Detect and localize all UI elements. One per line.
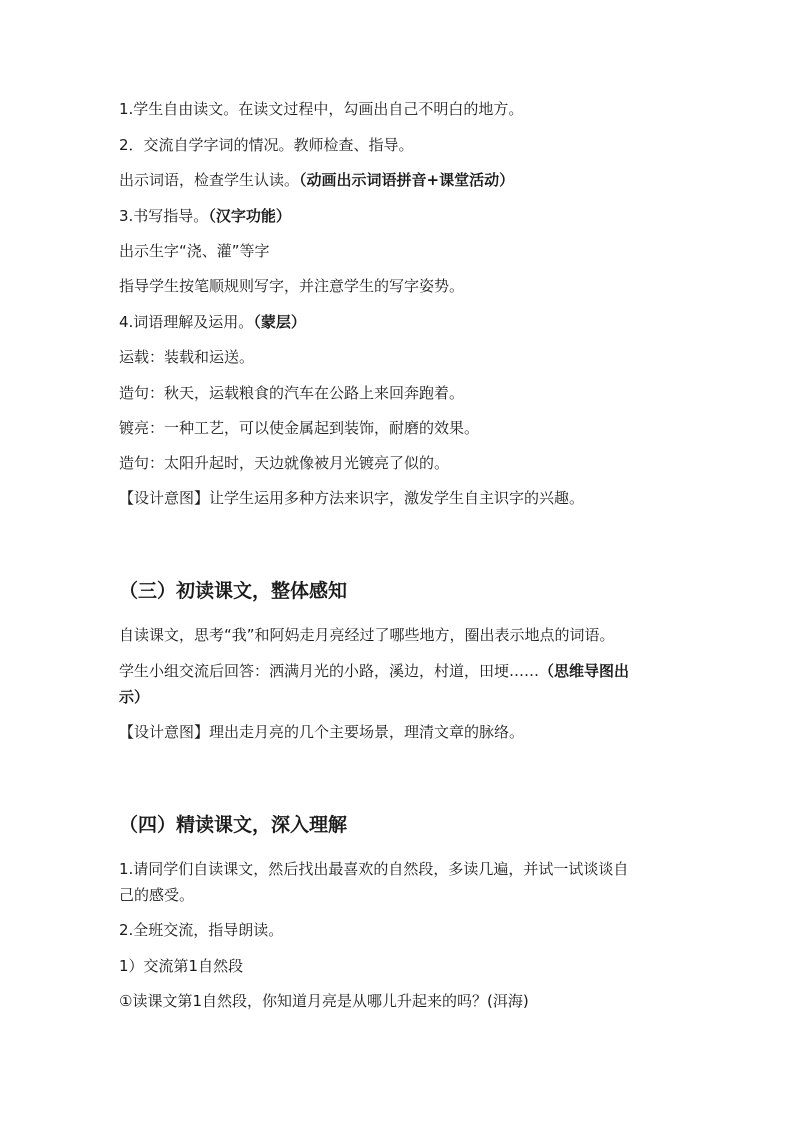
paragraph: 出示生字“浇、灌”等字: [119, 242, 270, 260]
activity-note-continued: 示）: [119, 688, 150, 706]
paragraph-continued: 己的感受。: [119, 886, 195, 904]
section-heading: （四）精读课文，深入理解: [119, 814, 348, 836]
paragraph: 1）交流第1自然段: [119, 957, 244, 975]
paragraph: [119, 204, 679, 228]
paragraph: [119, 168, 679, 192]
paragraph: 镀亮：一种工艺，可以使金属起到装饰，耐磨的效果。: [119, 419, 480, 437]
paragraph: [119, 659, 679, 683]
paragraph: 1.请同学们自读课文，然后找出最喜欢的自然段，多读几遍，并试一试谈谈自: [119, 860, 629, 878]
paragraph: 指导学生按笔顺规则写字，并注意学生的写字姿势。: [119, 277, 465, 295]
paragraph: 造句：秋天，运载粮食的汽车在公路上来回奔跑着。: [119, 384, 465, 402]
paragraph: [119, 310, 679, 334]
paragraph-text: 3.书写指导。: [119, 207, 209, 225]
paragraph: ①读课文第1自然段，你知道月亮是从哪儿升起来的吗？(洱海): [119, 992, 529, 1010]
paragraph: 造句：太阳升起时，天边就像被月光镀亮了似的。: [119, 454, 450, 472]
paragraph: 运载：装载和运送。: [119, 348, 255, 366]
paragraph-text: 出示词语，检查学生认读。: [119, 171, 300, 189]
design-intent: 【设计意图】让学生运用多种方法来识字，激发学生自主识字的兴趣。: [119, 489, 585, 507]
paragraph: 1.学生自由读文。在读文过程中，勾画出自己不明白的地方。: [119, 100, 524, 118]
paragraph-text: 学生小组交流后回答：洒满月光的小路，溪边，村道，田埂……: [119, 662, 540, 680]
activity-note: （动画出示词语拼音+课堂活动）: [299, 171, 515, 189]
activity-note: （思维导图出: [539, 662, 630, 680]
activity-note: （汉字功能）: [208, 207, 291, 225]
paragraph: 2．交流自学字词的情况。教师检查、指导。: [119, 136, 414, 154]
paragraph: 2.全班交流，指导朗读。: [119, 921, 284, 939]
section-heading: （三）初读课文，整体感知: [119, 580, 348, 602]
paragraph-text: 4.词语理解及运用。: [119, 313, 254, 331]
activity-note: （蒙层）: [253, 313, 306, 331]
design-intent: 【设计意图】理出走月亮的几个主要场景，理清文章的脉络。: [119, 723, 525, 741]
paragraph: 自读课文，思考“我”和阿妈走月亮经过了哪些地方，圈出表示地点的词语。: [119, 626, 615, 644]
